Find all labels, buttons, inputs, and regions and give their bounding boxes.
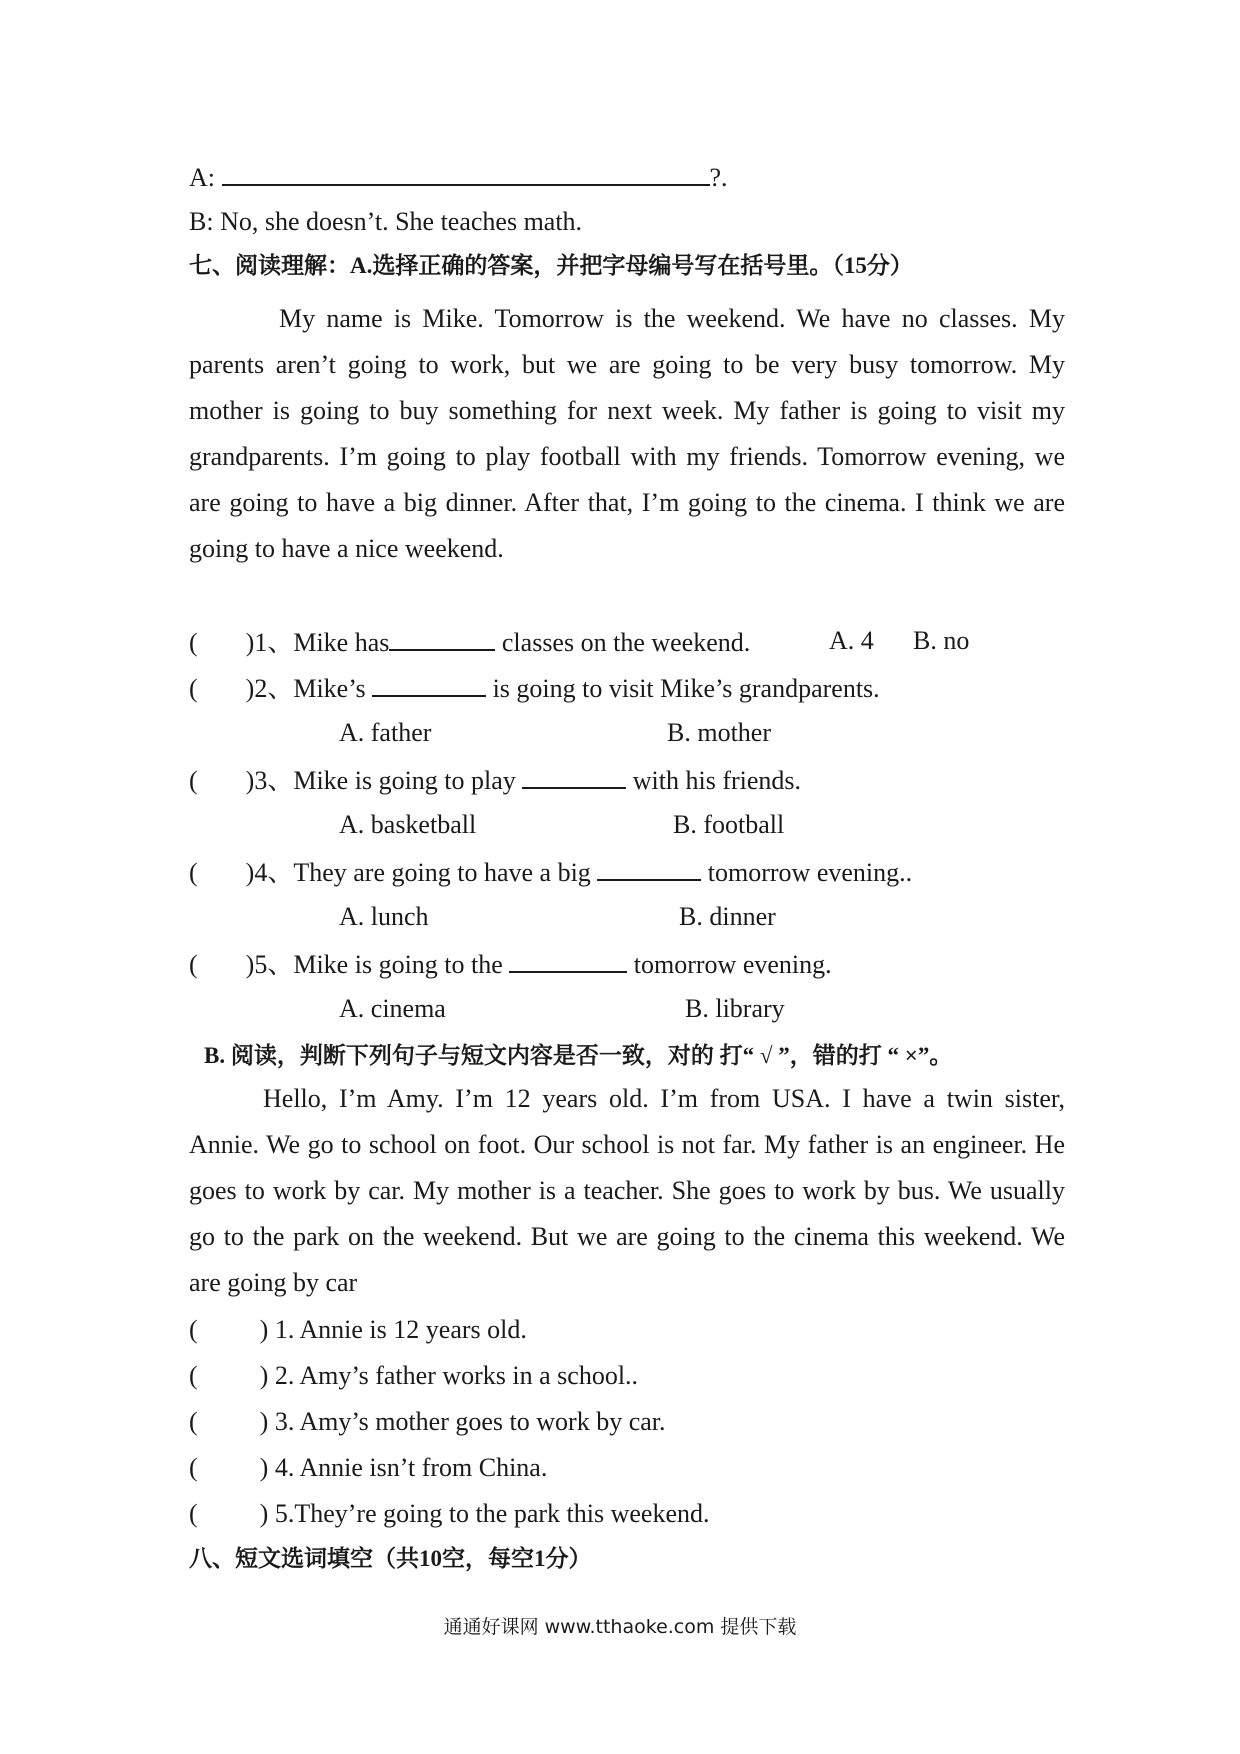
option-b: B. dinner [679,902,776,931]
answer-paren[interactable]: ( [189,628,198,657]
statement-text: ) 2. Amy’s father works in a school.. [259,1361,639,1390]
answer-paren[interactable]: ( [189,674,198,703]
question-row [189,671,880,705]
question-blank [597,855,701,881]
question-text: Mike is going to the [293,950,510,979]
question-text-end: tomorrow evening.. [701,858,913,887]
answer-paren[interactable]: ( [189,1315,198,1344]
answer-paren[interactable]: ( [189,858,198,887]
footer-source: 通通好课网 www.tthaoke.com 提供下载 [443,1616,797,1638]
reading-passage-a [189,296,1065,572]
question-blank [372,671,486,697]
answer-paren[interactable]: ( [189,1361,198,1390]
question-text: Mike has [293,628,390,657]
question-blank [522,763,626,789]
question-text-end: tomorrow evening. [627,950,832,979]
line-end-mark: ?. [709,163,728,192]
question-number: )2、 [245,674,294,703]
option-a: A. lunch [339,902,429,931]
option-a: A. father [339,718,432,747]
question-row [189,763,801,797]
answer-paren[interactable]: ( [189,950,198,979]
speaker-a-label: A: [189,163,215,192]
question-number: )4、 [245,858,294,887]
answer-paren[interactable]: ( [189,1407,198,1436]
section-b-heading: B. 阅读，判断下列句子与短文内容是否一致，对的 打“ √ ”，错的打 “ ×”。 [204,1043,953,1068]
option-b: B. no [913,626,970,655]
statement-row [189,1498,709,1530]
passage-a-text: My name is Mike. Tomorrow is the weekend. We have no classes. My parents aren’t going to work, but we are going to be very busy tomorrow. My mother is going to buy something for next week. My father is going to visit my grandparents. I’m going to play football with my friends. Tomorrow evening, we are going to have a big dinner. After that, I’m going to the cinema. I think we are going to have a nice weekend. [189,304,1065,563]
answer-paren[interactable]: ( [189,1499,198,1528]
option-a: A. 4 [829,626,874,655]
question-text: Mike is going to play [293,766,523,795]
question-row [189,625,750,659]
statement-text: ) 4. Annie isn’t from China. [259,1453,548,1482]
answer-paren[interactable]: ( [189,1453,198,1482]
dialogue-line-a [189,160,728,194]
option-a: A. cinema [339,994,446,1023]
question-text-end: classes on the weekend. [495,628,751,657]
statement-row [189,1452,547,1484]
question-number: )3、 [245,766,294,795]
statement-text: ) 1. Annie is 12 years old. [259,1315,527,1344]
question-text: They are going to have a big [293,858,598,887]
question-row [189,947,832,981]
question-row [189,855,912,889]
section-7-heading: 七、阅读理解：A.选择正确的答案，并把字母编号写在括号里。（15分） [189,253,913,278]
statement-row [189,1406,666,1438]
question-number: )5、 [245,950,294,979]
dialogue-line-b: B: No, she doesn’t. She teaches math. [189,207,583,236]
option-a: A. basketball [339,810,477,839]
option-b: B. library [685,994,785,1023]
answer-paren[interactable]: ( [189,766,198,795]
answer-blank[interactable] [222,160,710,186]
question-text-end: with his friends. [626,766,802,795]
reading-passage-b [189,1076,1065,1306]
question-number: )1、 [245,628,294,657]
question-blank [509,947,627,973]
statement-row [189,1314,527,1346]
passage-b-text: Hello, I’m Amy. I’m 12 years old. I’m from USA. I have a twin sister, Annie. We go to school on foot. Our school is not far. My father is an engineer. He goes to work by car. My mother is a teacher. She goes to work by bus. We usually go to the park on the weekend. But we are going to the cinema this weekend. We are going by car [189,1084,1065,1297]
question-text: Mike’s [293,674,373,703]
option-b: B. mother [667,718,771,747]
statement-text: ) 5.They’re going to the park this weekend. [259,1499,710,1528]
statement-text: ) 3. Amy’s mother goes to work by car. [259,1407,666,1436]
statement-row [189,1360,638,1392]
question-blank [389,625,495,651]
option-b: B. football [673,810,785,839]
question-text-end: is going to visit Mike’s grandparents. [486,674,880,703]
section-8-heading: 八、短文选词填空（共10空，每空1分） [189,1546,592,1571]
